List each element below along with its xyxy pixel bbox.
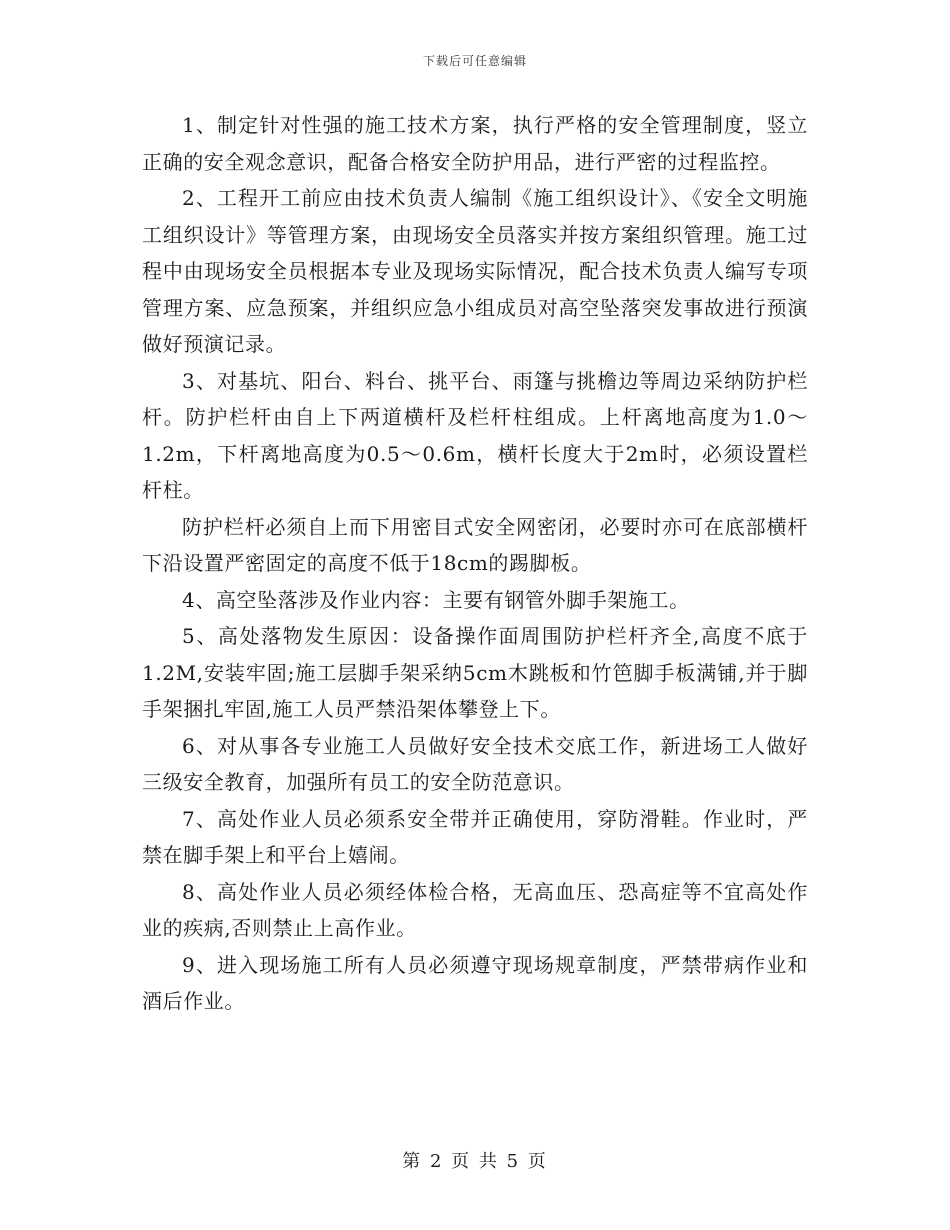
paragraph-5: 4、高空坠落涉及作业内容：主要有钢管外脚手架施工。 bbox=[182, 587, 690, 612]
paragraph-6: 5、高处落物发生原因：设备操作面周围防护栏杆齐全,高度不底于1.2M,安装牢固;施工层脚手架采纳5cm木跳板和竹笆脚手板满铺,并于脚手架捆扎牢固,施工人员严禁沿架体攀登上下。 bbox=[142, 624, 808, 721]
paragraph-3: 3、对基坑、阳台、料台、挑平台、雨篷与挑檐边等周边采纳防护栏杆。防护栏杆由自上下两道横杆及栏杆柱组成。上杆离地高度为1.0～1.2m，下杆离地高度为0.5～0.6m，横杆长度大于2m时，必须设置栏杆柱。 bbox=[142, 368, 808, 502]
paragraph-9: 8、高处作业人员必须经体检合格，无高血压、恐高症等不宜高处作业的疾病,否则禁止上高作业。 bbox=[142, 879, 808, 940]
paragraph-2: 2、工程开工前应由技术负责人编制《施工组织设计》、《安全文明施工组织设计》等管理方案，由现场安全员落实并按方案组织管理。施工过程中由现场安全员根据本专业及现场实际情况，配合技术负责人编写专项管理方案、应急预案，并组织应急小组成员对高空坠落突发事故进行预演做好预演记录。 bbox=[142, 186, 808, 356]
paragraph-10: 9、进入现场施工所有人员必须遵守现场规章制度，严禁带病作业和酒后作业。 bbox=[142, 952, 808, 1013]
page-header: 下载后可任意编辑 bbox=[422, 54, 527, 68]
page-number-footer: 第 2 页 共 5 页 bbox=[402, 1151, 548, 1172]
paragraph-8: 7、高处作业人员必须系安全带并正确使用，穿防滑鞋。作业时，严禁在脚手架上和平台上嬉闹。 bbox=[142, 806, 808, 867]
paragraph-4: 防护栏杆必须自上而下用密目式安全网密闭，必要时亦可在底部横杆下沿设置严密固定的高度不低于18cm的踢脚板。 bbox=[142, 514, 808, 575]
document-body bbox=[142, 107, 808, 1020]
paragraph-7: 6、对从事各专业施工人员做好安全技术交底工作，新进场工人做好三级安全教育，加强所有员工的安全防范意识。 bbox=[142, 733, 808, 794]
paragraph-1: 1、制定针对性强的施工技术方案，执行严格的安全管理制度，竖立正确的安全观念意识，配备合格安全防护用品，进行严密的过程监控。 bbox=[142, 113, 808, 174]
